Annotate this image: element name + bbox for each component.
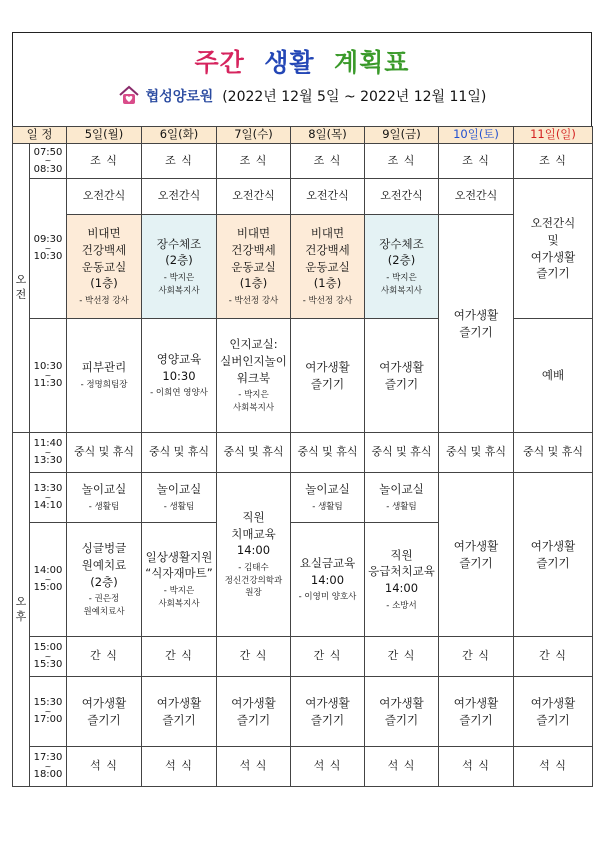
period: (2022년 12월 5일 ~ 2022년 12월 11일) (222, 89, 487, 105)
breakfast-cell: 조 식 (365, 144, 439, 179)
leisure-cell: 여가생활 즐기기 (67, 677, 142, 747)
dinner-cell: 석 식 (142, 747, 217, 787)
snack-cell: 오전간식 (67, 179, 142, 215)
snack-cell: 간 식 (514, 637, 593, 677)
time-cell: 17:30 ~ 18:00 (30, 747, 67, 787)
play-cell: 놀이교실 - 생활팀 (291, 473, 365, 523)
dinner-cell: 석 식 (514, 747, 593, 787)
am-label: 오 전 (13, 144, 30, 433)
lunch-cell: 중식 및 휴식 (291, 433, 365, 473)
lunch-cell: 중식 및 휴식 (365, 433, 439, 473)
org-name: 협성양로원 (145, 89, 214, 105)
row-play (13, 473, 593, 523)
dinner-cell: 석 식 (67, 747, 142, 787)
leisure-cell: 여가생활 즐기기 (291, 677, 365, 747)
title-part-3: 계획표 (334, 48, 410, 77)
breakfast-cell: 조 식 (217, 144, 291, 179)
first-aid-cell: 직원 응급처치교육 14:00 - 소방서 (365, 523, 439, 637)
snack-cell: 간 식 (142, 637, 217, 677)
snack-cell: 오전간식 (291, 179, 365, 215)
longevity-cell: 장수체조 (2층) - 박지은 사회복지사 (142, 215, 217, 319)
snack-cell: 오전간식 (142, 179, 217, 215)
day-sat: 10일(토) (439, 127, 514, 144)
breakfast-cell: 조 식 (514, 144, 593, 179)
lunch-cell: 중식 및 휴식 (439, 433, 514, 473)
page-title (13, 43, 591, 79)
play-cell: 놀이교실 - 생활팀 (67, 473, 142, 523)
daily-support-cell: 일상생활지원 “식자재마트” - 박지은 사회복지사 (142, 523, 217, 637)
fitness-cell: 비대면 건강백세 운동교실 (1층) - 박선정 강사 (67, 215, 142, 319)
title-part-2: 생활 (264, 48, 315, 77)
lunch-cell: 중식 및 휴식 (514, 433, 593, 473)
row-leisure (13, 677, 593, 747)
day-thu: 8일(목) (291, 127, 365, 144)
play-cell: 놀이교실 - 생활팀 (142, 473, 217, 523)
time-cell: 09:30 ~ 10:30 (30, 179, 67, 319)
time-cell: 13:30 ~ 14:10 (30, 473, 67, 523)
title-part-1: 주간 (194, 48, 245, 77)
cognitive-cell: 인지교실: 실버인지놀이 워크북 - 박지은 사회복지사 (217, 319, 291, 433)
lunch-cell: 중식 및 휴식 (217, 433, 291, 473)
lunch-cell: 중식 및 휴식 (67, 433, 142, 473)
snack-cell: 간 식 (365, 637, 439, 677)
fitness-cell: 비대면 건강백세 운동교실 (1층) - 박선정 강사 (217, 215, 291, 319)
nutrition-cell: 영양교육 10:30 - 이희연 영양사 (142, 319, 217, 433)
leisure-cell: 여가생활 즐기기 (142, 677, 217, 747)
fitness-cell: 비대면 건강백세 운동교실 (1층) - 박선정 강사 (291, 215, 365, 319)
time-cell: 15:30 ~ 17:00 (30, 677, 67, 747)
breakfast-cell: 조 식 (439, 144, 514, 179)
worship-cell: 예배 (514, 319, 593, 433)
breakfast-cell: 조 식 (67, 144, 142, 179)
incontinence-cell: 요실금교육 14:00 - 이영미 양호사 (291, 523, 365, 637)
row-breakfast (13, 144, 593, 179)
leisure-cell: 여가생활 즐기기 (365, 319, 439, 433)
leisure-cell: 여가생활 즐기기 (514, 473, 593, 637)
day-wed: 7일(수) (217, 127, 291, 144)
day-mon: 5일(월) (67, 127, 142, 144)
day-sun: 11일(일) (514, 127, 593, 144)
snack-cell: 간 식 (291, 637, 365, 677)
leisure-cell: 여가생활 즐기기 (439, 677, 514, 747)
dinner-cell: 석 식 (217, 747, 291, 787)
breakfast-cell: 조 식 (291, 144, 365, 179)
snack-cell: 간 식 (67, 637, 142, 677)
sun-morning-cell: 오전간식 및 여가생활 즐기기 (514, 179, 593, 319)
house-heart-logo-icon (118, 85, 140, 109)
dinner-cell: 석 식 (291, 747, 365, 787)
time-cell: 14:00 ~ 15:00 (30, 523, 67, 637)
staff-dementia-cell: 직원 치매교육 14:00 - 김태수 정신건강의학과 원장 (217, 473, 291, 637)
row-morning-snack (13, 179, 593, 215)
corner-label: 일 정 (13, 127, 67, 144)
day-header-row (13, 127, 593, 144)
row-lunch (13, 433, 593, 473)
breakfast-cell: 조 식 (142, 144, 217, 179)
leisure-cell: 여가생활 즐기기 (217, 677, 291, 747)
weekly-schedule-table (12, 126, 593, 787)
skin-care-cell: 피부관리 - 정명희팀장 (67, 319, 142, 433)
time-cell: 15:00 ~ 15:30 (30, 637, 67, 677)
header (12, 32, 592, 127)
play-cell: 놀이교실 - 생활팀 (365, 473, 439, 523)
row-morning-program (13, 215, 593, 319)
dinner-cell: 석 식 (365, 747, 439, 787)
leisure-cell: 여가생활 즐기기 (365, 677, 439, 747)
snack-cell: 간 식 (439, 637, 514, 677)
time-cell: 11:40 ~ 13:30 (30, 433, 67, 473)
time-cell: 07:50 ~ 08:30 (30, 144, 67, 179)
leisure-cell: 여가생활 즐기기 (514, 677, 593, 747)
day-tue: 6일(화) (142, 127, 217, 144)
snack-cell: 오전간식 (365, 179, 439, 215)
snack-cell: 오전간식 (439, 179, 514, 215)
leisure-cell: 여가생활 즐기기 (291, 319, 365, 433)
snack-cell: 오전간식 (217, 179, 291, 215)
snack-cell: 간 식 (217, 637, 291, 677)
pm-label: 오 후 (13, 433, 30, 787)
dinner-cell: 석 식 (439, 747, 514, 787)
day-fri: 9일(금) (365, 127, 439, 144)
row-dinner (13, 747, 593, 787)
lunch-cell: 중식 및 휴식 (142, 433, 217, 473)
time-cell: 10:30 ~ 11:30 (30, 319, 67, 433)
leisure-cell: 여가생활 즐기기 (439, 473, 514, 637)
horticulture-cell: 싱글벙글 원예치료 (2층) - 권은정 원예치료사 (67, 523, 142, 637)
schedule-sheet (12, 32, 592, 818)
leisure-cell: 여가생활 즐기기 (439, 215, 514, 433)
longevity-cell: 장수체조 (2층) - 박지은 사회복지사 (365, 215, 439, 319)
row-snack (13, 637, 593, 677)
subtitle (13, 85, 591, 109)
